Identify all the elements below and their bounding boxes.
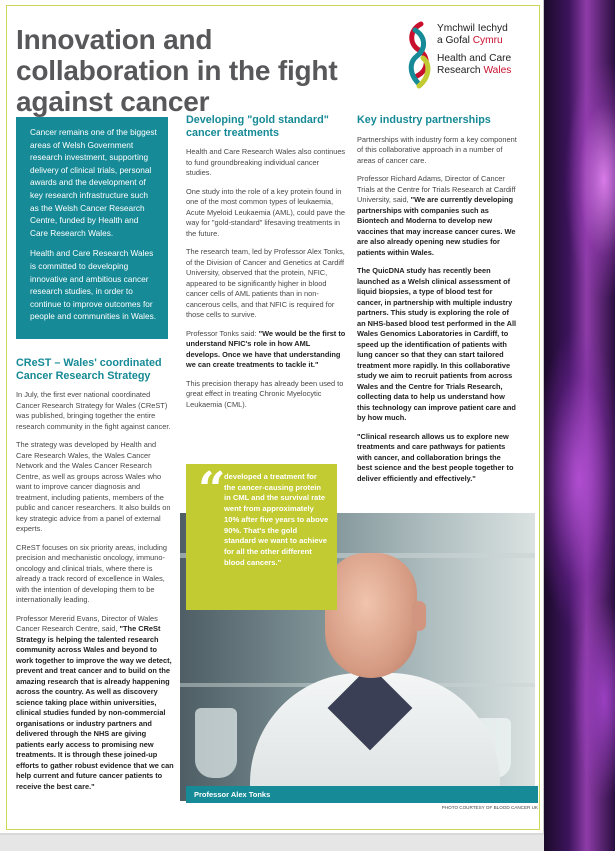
paragraph-evans-quote: Professor Mererid Evans, Director of Wales Cancer Research Centre, said, "The CReSt Strategy is helping the talented research community across Wales and beyond to work together to improve the way we detect, prevent and treat cancer and to build on the amazing research that is already happening across the country. As well as discovery science taking place within universities, clinical studies funded by non-commercial organisations or industry partners and delivered through the NHS are giving patients early access to promising new treatments. It is through these joined-up efforts to gather robust evidence that we can help current and future cancer patients to receive the best care." — [16, 613, 174, 791]
paragraph: The strategy was developed by Health and Care Research Wales, the Wales Cancer Network and the Wales Cancer Research Centre, as well as groups across Wales who want to improve cancer diagnosis and treatment, including patients, members of the public and cancer researchers. It also builds on key strategic advice from a panel of external experts. — [16, 440, 171, 533]
paragraph: "Clinical research allows us to explore new treatments and care pathways for patients with cancer, and collaboration brings the best science and the best people together to deliver efficiently and effectively." — [357, 431, 514, 483]
logo-wales: Wales — [483, 65, 512, 76]
paragraph-adams-quote: Professor Richard Adams, Director of Cancer Trials at the Centre for Trials Research at Cardiff University, said, "We are currently developing partnerships with companies such as Biontech and Moderna to develop new vaccines that may increase cancer cures. We are also already opening new studies for patients within Wales. — [357, 174, 516, 257]
logo-line-welsh-2: a Gofal Cymru — [437, 35, 503, 46]
logo-line-english-2: Research Wales — [437, 65, 512, 76]
logo-mark-icon — [403, 20, 437, 90]
logo-line-welsh-1: Ymchwil Iechyd — [437, 23, 508, 34]
lab-flask-icon — [195, 708, 237, 778]
column-industry — [357, 114, 517, 492]
paragraph: Partnerships with industry form a key component of this collaborative approach in a number of areas of cancer care. — [357, 134, 517, 165]
hcrw-logo — [403, 20, 533, 92]
paragraph: The research team, led by Professor Alex Tonks, of the Division of Cancer and Genetics at Cardiff University, observed that the protein, NFIC, appeared to be significantly higher in blood cancer cells of AML patients than in non-cancerous cells, and that NFIC is required for those cells to survive. — [186, 247, 345, 319]
viewer-bottom-strip — [0, 835, 544, 851]
portrait-head — [325, 553, 417, 678]
heading-crest: CReST – Wales' coordinated Cancer Research Strategy — [16, 357, 162, 382]
paragraph: In July, the first ever national coordinated Cancer Research Strategy for Wales (CReST) was published, bringing together the entire research community in the fight against cancer. — [16, 390, 171, 431]
photo-credit: PHOTO COURTESY OF BLOOD CANCER UK — [441, 805, 538, 810]
heading-industry: Key industry partnerships — [357, 114, 491, 126]
logo-line-english-1: Health and Care — [437, 53, 512, 64]
pull-quote — [186, 464, 337, 610]
paragraph: One study into the role of a key protein found in one of the most common types of leukaemia, Acute Myeloid Leukaemia (AML), could pave the way for "gold-standard" lifesaving treatments in the future. — [186, 186, 345, 238]
column-gold-standard — [186, 114, 346, 418]
pull-quote-text: developed a treatment for the cancer-causing protein in CML and the survival rate went from approximately 10% after five years to above 90%. That's the gold standard we want to achieve for all the other different blood cancers." — [224, 472, 329, 567]
paragraph: Health and Care Research Wales also continues to fund groundbreaking individual cancer studies. — [186, 147, 346, 177]
intro-paragraph: Health and Care Research Wales is committed to developing innovative and ambitious cancer research studies, in order to continue to improve outcomes for people and communities in Wales. — [30, 248, 157, 322]
paragraph: The QuicDNA study has recently been launched as a Welsh clinical assessment of liquid biopsies, a type of blood test for cancer, in partnership with multiple industry partners. This study is exploring the role of an NHS-based blood test performed in the All Wales Genomics Laboratories in Cardiff, to speed up the identification of patients with lung cancer so that they can start tailored treatment more rapidly. In this collaborative study we aim to recruit patients from across Wales and the Centre for Trials Research, collecting data to help us understand how this technology can improve patient care and by how much. — [357, 266, 517, 422]
paragraph: CReST focuses on six priority areas, including precision and mechanistic oncology, immuno-oncology and clinical trials, where there is already a track record of excellence in Wales, with the intention of developing them to be internationally leading. — [16, 542, 168, 604]
quote-mark-icon: “ — [198, 462, 226, 518]
intro-box — [16, 117, 168, 339]
page-title: Innovation and collaboration in the fight against cancer — [16, 24, 338, 117]
heading-gold-standard: Developing "gold standard" cancer treatments — [186, 114, 329, 139]
paragraph: This precision therapy has already been used to great effect in treating Chronic Myelocytic Leukaemia (CML). — [186, 378, 344, 409]
intro-paragraph: Cancer remains one of the biggest areas of Welsh Government research investment, supporting delivery of clinical trials, personal awards and the development of key research infrastructure such as the Welsh Cancer Research Centre, funded by Health and Care Research Wales. — [30, 127, 157, 238]
photo-caption: Professor Alex Tonks — [186, 786, 538, 803]
adjacent-page-image — [544, 0, 615, 851]
paragraph-tonks-quote: Professor Tonks said: "We would be the first to understand NFIC's role in how AML develops. Once we have that understanding we can create treatments to tackle it." — [186, 328, 346, 369]
column-crest — [16, 357, 174, 800]
logo-cymru: Cymru — [472, 35, 503, 46]
